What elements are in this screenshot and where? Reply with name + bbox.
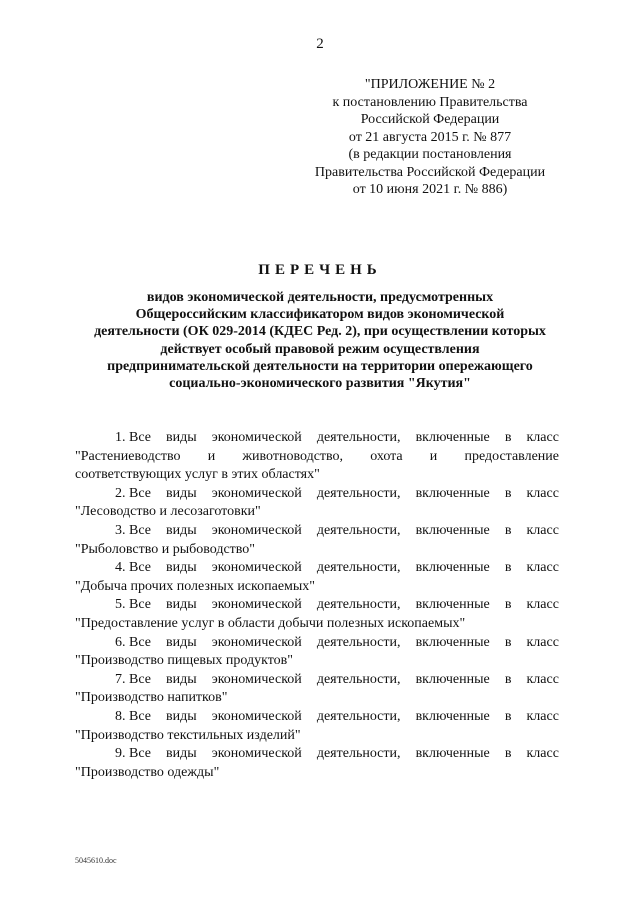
list-item-word: экономической (211, 485, 302, 501)
list-item-line: "Производство одежды" (75, 764, 220, 780)
list-item-word: экономической (211, 430, 302, 445)
list-item-word: деятельности, (316, 522, 401, 538)
list-item-line (75, 596, 559, 615)
list-item-word: виды (166, 485, 197, 501)
list-item-line (75, 448, 559, 467)
list-item-line: "Предоставление услуг в области добычи полезных ископаемых" (75, 615, 466, 631)
list-item-line (75, 634, 559, 653)
subtitle-line: социально-экономического развития "Якутия" (169, 376, 471, 392)
list-item-word: животноводство, (242, 448, 344, 464)
list-item-line (75, 559, 559, 578)
list-item-word: класс (526, 597, 559, 613)
list-item-word: 5. Все (115, 597, 151, 613)
list-item-word: деятельности, (316, 671, 401, 687)
list-item-line: "Лесоводство и лесозаготовки" (75, 504, 261, 520)
page-number: 2 (316, 36, 324, 52)
list-item-line (75, 429, 559, 448)
list-item-line: "Производство текстильных изделий" (75, 727, 301, 743)
appendix-line: Российской Федерации (360, 112, 500, 127)
list-item-word: в (504, 746, 512, 762)
appendix-line: от 10 июня 2021 г. № 886) (352, 182, 508, 197)
list-item-word: класс (526, 560, 559, 576)
list-item-word: виды (166, 634, 197, 650)
list-item-word: деятельности, (316, 708, 401, 724)
list-item-word: и (207, 448, 216, 464)
list-item-word: включенные (415, 560, 490, 576)
list-item-word: экономической (211, 708, 302, 724)
list-item (75, 745, 559, 782)
list-item-word: 2. Все (115, 485, 151, 501)
list-item (75, 559, 559, 596)
list-item-word: включенные (415, 485, 490, 501)
list-item-word: включенные (415, 746, 490, 762)
list-item-word: класс (526, 708, 559, 724)
subtitle-line: действует особый правовой режим осуществления (160, 341, 480, 357)
list-item-line (75, 745, 559, 764)
list-item-word: класс (526, 634, 559, 650)
list-item-word: включенные (415, 671, 490, 687)
list-item-word: виды (166, 430, 197, 445)
list-item-word: виды (166, 560, 197, 576)
list-item-word: виды (166, 597, 197, 613)
list-item-word: в (504, 708, 512, 724)
list-item-word: деятельности, (316, 634, 401, 650)
list-item-word: деятельности, (316, 597, 401, 613)
list-item-word: виды (166, 746, 197, 762)
list-item-word: класс (526, 522, 559, 538)
list-item (75, 485, 559, 522)
document-title: ПЕРЕЧЕНЬ (258, 262, 382, 278)
list-item-word: в (504, 671, 512, 687)
list-item-word: класс (526, 485, 559, 501)
list-item-word: "Растениеводство (75, 448, 181, 464)
list-item-word: деятельности, (316, 746, 401, 762)
list-item (75, 634, 559, 671)
list-item-line: "Производство напитков" (75, 690, 228, 706)
list-item-word: класс (526, 746, 559, 762)
list-item-word: 4. Все (115, 560, 151, 576)
subtitle-line: предпринимательской деятельности на территории опережающего (107, 358, 533, 374)
list-item-word: 7. Все (115, 671, 151, 687)
list-item-word: и (429, 448, 438, 464)
list-item-word: 3. Все (115, 522, 151, 538)
appendix-line: (в редакции постановления (348, 147, 512, 162)
list-item (75, 596, 559, 633)
list-item-word: деятельности, (316, 430, 401, 445)
list-item-line: "Производство пищевых продуктов" (75, 653, 294, 669)
list-item-word: экономической (211, 560, 302, 576)
list-item-word: 6. Все (115, 634, 151, 650)
document-subtitle (70, 289, 570, 392)
list-item-word: включенные (415, 430, 490, 445)
list-item-word: предоставление (464, 448, 559, 464)
subtitle-line: Общероссийским классификатором видов экономической (135, 307, 505, 323)
list-item-line (75, 485, 559, 504)
appendix-line: Правительства Российской Федерации (314, 164, 546, 180)
list-item (75, 671, 559, 708)
list-item-line (75, 522, 559, 541)
list-item-word: экономической (211, 597, 302, 613)
list-item-word: в (504, 634, 512, 650)
list-item-word: экономической (211, 746, 302, 762)
list-item-word: включенные (415, 634, 490, 650)
list-item (75, 708, 559, 745)
list-item-word: в (504, 560, 512, 576)
list-item-word: включенные (415, 522, 490, 538)
list-item-word: виды (166, 708, 197, 724)
list-item-word: экономической (211, 634, 302, 650)
list-item-word: 9. Все (115, 746, 151, 762)
activity-list (75, 429, 559, 782)
list-item-word: включенные (415, 708, 490, 724)
list-item-word: в (504, 522, 512, 538)
appendix-line: от 21 августа 2015 г. № 877 (348, 129, 512, 145)
subtitle-line: деятельности (ОК 029-2014 (КДЕС Ред. 2), при осуществлении которых (94, 324, 546, 340)
list-item-word: экономической (211, 522, 302, 538)
appendix-line: к постановлению Правительства (332, 94, 528, 110)
list-item-word: виды (166, 522, 197, 538)
list-item-line (75, 708, 559, 727)
file-name-footer: 5045610.doc (75, 856, 117, 865)
list-item-word: в (504, 430, 512, 445)
list-item-word: 1. Все (115, 430, 151, 445)
list-item (75, 522, 559, 559)
list-item-line (75, 671, 559, 690)
list-item-word: в (504, 485, 512, 501)
list-item-line: "Рыболовство и рыбоводство" (75, 541, 256, 557)
list-item-word: виды (166, 671, 197, 687)
list-item-word: класс (526, 430, 559, 445)
list-item-word: деятельности, (316, 560, 401, 576)
appendix-line: "ПРИЛОЖЕНИЕ № 2 (364, 77, 496, 92)
list-item-word: деятельности, (316, 485, 401, 501)
subtitle-line: видов экономической деятельности, предусмотренных (146, 290, 494, 305)
list-item-line: "Добыча прочих полезных ископаемых" (75, 578, 316, 594)
list-item-word: 8. Все (115, 708, 151, 724)
list-item-word: включенные (415, 597, 490, 613)
appendix-block (300, 76, 560, 199)
list-item (75, 429, 559, 485)
list-item-word: класс (526, 671, 559, 687)
list-item-word: в (504, 597, 512, 613)
list-item-word: охота (370, 448, 403, 464)
list-item-word: экономической (211, 671, 302, 687)
list-item-line: соответствующих услуг в этих областях" (75, 467, 320, 483)
